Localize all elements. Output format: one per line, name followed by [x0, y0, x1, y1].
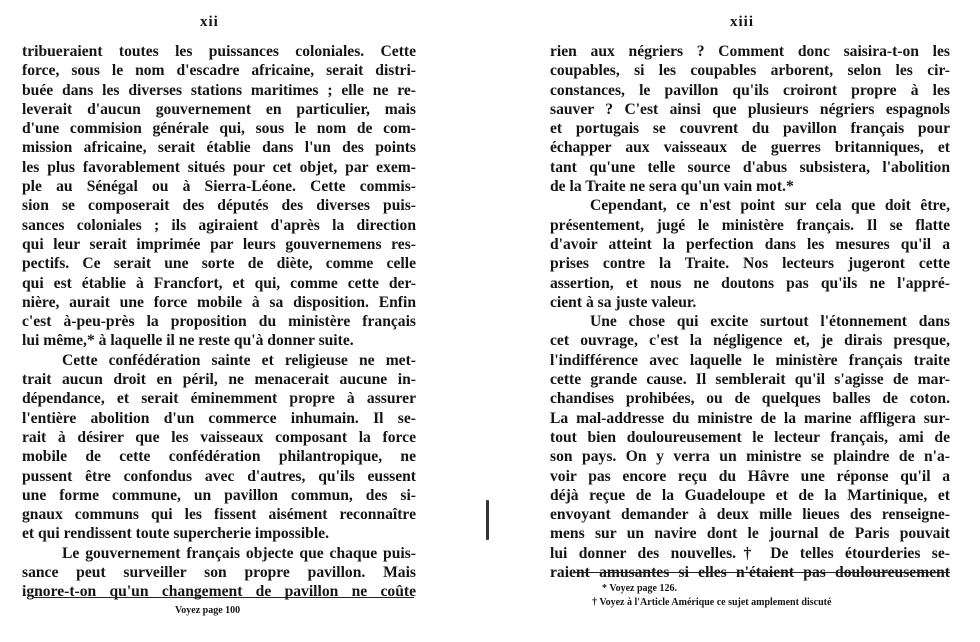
text-line: pussent être confondus avec d'autres, qu'ils eussent — [22, 467, 416, 485]
right-footnote-1: * Voyez page 126. — [602, 583, 677, 594]
left-page-body — [22, 42, 416, 602]
text-line: c'est à-peu-près la proposition du ministère français — [22, 313, 416, 331]
text-line: pectifs. Ce serait une sorte de diète, comme celle — [22, 255, 416, 273]
text-line: sances coloniales ; ils agiraient d'après la direction — [22, 216, 416, 234]
text-line: une forme commune, un pavillon commun, des si- — [22, 486, 416, 504]
text-line: sance peut surveiller son propre pavillon. Mais — [22, 564, 416, 582]
text-line: d'une commision générale qui, sous le nom de com- — [22, 120, 416, 138]
text-line: rait à désirer que les vaisseaux composant la force — [22, 428, 416, 446]
left-footnote: Voyez page 100 — [175, 605, 241, 616]
text-line: mobile de cette confédération philantropique, ne — [22, 448, 416, 466]
text-line: gnaux communs qui les fissent aisément reconnaître — [22, 506, 416, 524]
text-line: leverait d'aucun gouvernement en particulier, mais — [22, 100, 416, 118]
text-line: sion se composerait des députés des diverses puis- — [22, 197, 416, 215]
text-line: l'entière abolition d'un commerce inhumain. Il se- — [22, 409, 416, 427]
text-line: Le gouvernement français objecte que chaque puis- — [62, 544, 416, 562]
right-footnote-2: † Voyez à l'Article Amérique ce sujet amplement discuté — [592, 597, 832, 608]
right-page — [490, 0, 980, 642]
left-footnote-rule — [34, 597, 414, 598]
gutter-mark — [486, 500, 489, 540]
text-line: tribueraient toutes les puissances coloniales. Cette — [22, 43, 416, 60]
text-line: cet ouvrage, c'est la négligence et, je dirais presque, — [550, 332, 950, 350]
text-line: buée dans les diverses stations maritimes ; elle ne re- — [22, 81, 416, 99]
text-line: mens sur un navire dont le journal de Paris pouvait — [550, 525, 950, 543]
text-line: d'avoir atteint la perfection dans les mesures qu'il a — [550, 235, 950, 253]
text-line: rien aux négriers ? Comment donc saisira-t-on les — [550, 43, 950, 60]
text-line: prises contre la Traite. Nos lecteurs jugeront cette — [550, 255, 950, 273]
text-line: trait aucun droit en péril, ne menacerait aucune in- — [22, 371, 416, 389]
text-line: coupables, si les coupables arborent, selon les cir- — [550, 62, 950, 80]
text-line: dépendance, et serait éminemment propre à assurer — [22, 390, 416, 408]
text-line: nière, aurait une force mobile à sa disposition. Enfin — [22, 293, 416, 311]
left-page-number: xii — [200, 14, 219, 30]
text-line: Une chose qui excite surtout l'étonnement dans — [590, 313, 950, 331]
text-line: l'indifférence avec laquelle le ministère français traite — [550, 351, 950, 369]
text-line: chandises prohibées, ou de quelques balles de coton. — [550, 390, 950, 408]
text-line: présentement, jugé le ministère français. Il se flatte — [550, 216, 950, 234]
text-line: son pays. On y verra un ministre se plaindre de n'a- — [550, 448, 950, 466]
text-line: Cette confédération sainte et religieuse ne met- — [62, 351, 416, 369]
text-line: envoyant demander à deux mille lieues des renseigne- — [550, 506, 950, 524]
text-line: qui leur serait imprimée par leurs gouvernemens res- — [22, 235, 416, 253]
text-line: sauver ? C'est ainsi que plusieurs négriers espagnols — [550, 100, 950, 118]
text-line: ple au Sénégal ou à Sierra-Léone. Cette commis- — [22, 178, 416, 196]
text-line: cient à sa juste valeur. — [550, 293, 697, 311]
right-footnote-rule — [574, 572, 950, 573]
text-line: assertion, et nous ne doutons pas qu'ils ne l'appré- — [550, 274, 950, 292]
text-line: et portugais se couvrent du pavillon français pour — [550, 120, 950, 138]
text-line: cette grande cause. Il semblerait qu'il s'agisse de mar- — [550, 371, 950, 389]
text-line: échapper aux vaisseaux de guerres britanniques, et — [550, 139, 950, 157]
text-line: tout bien douloureusement le lecteur français, ami de — [550, 428, 950, 446]
text-line: ignore-t-on qu'un changement de pavillon ne coûte — [22, 583, 416, 601]
text-line: qui est établie à Francfort, et qui, comme cette der- — [22, 274, 416, 292]
text-line: raient amusantes si elles n'étaient pas douloureusement — [550, 564, 950, 582]
text-line: et qui rendissent toute supercherie impossible. — [22, 525, 329, 543]
text-line: constances, le pavillon qu'ils croiront propre à les — [550, 81, 950, 99]
right-page-body — [550, 42, 950, 582]
text-line: Cependant, ce n'est point sur cela que doit être, — [590, 197, 950, 215]
text-line: déjà reçue de la Guadeloupe et de la Martinique, et — [550, 486, 950, 504]
text-line: lui même,* à laquelle il ne reste qu'à donner suite. — [22, 332, 354, 350]
text-line: tant qu'une telle source d'abus subsistera, l'abolition — [550, 158, 950, 176]
text-line: de la Traite ne sera qu'un vain mot.* — [550, 178, 794, 196]
text-line: mission africaine, serait établie dans l'un des points — [22, 139, 416, 157]
text-line: force, sous le nom d'escadre africaine, serait distri- — [22, 62, 416, 80]
text-line: les plus favorablement situés pour cet objet, par exem- — [22, 158, 416, 176]
text-line: voir pas encore reçu du Hâvre une réponse qu'il a — [550, 467, 950, 485]
text-line: La mal-addresse du ministre de la marine affligera sur- — [550, 409, 950, 427]
right-page-number: xiii — [730, 14, 755, 30]
text-line: lui donner des nouvelles.† De telles étourderies se- — [550, 544, 950, 562]
